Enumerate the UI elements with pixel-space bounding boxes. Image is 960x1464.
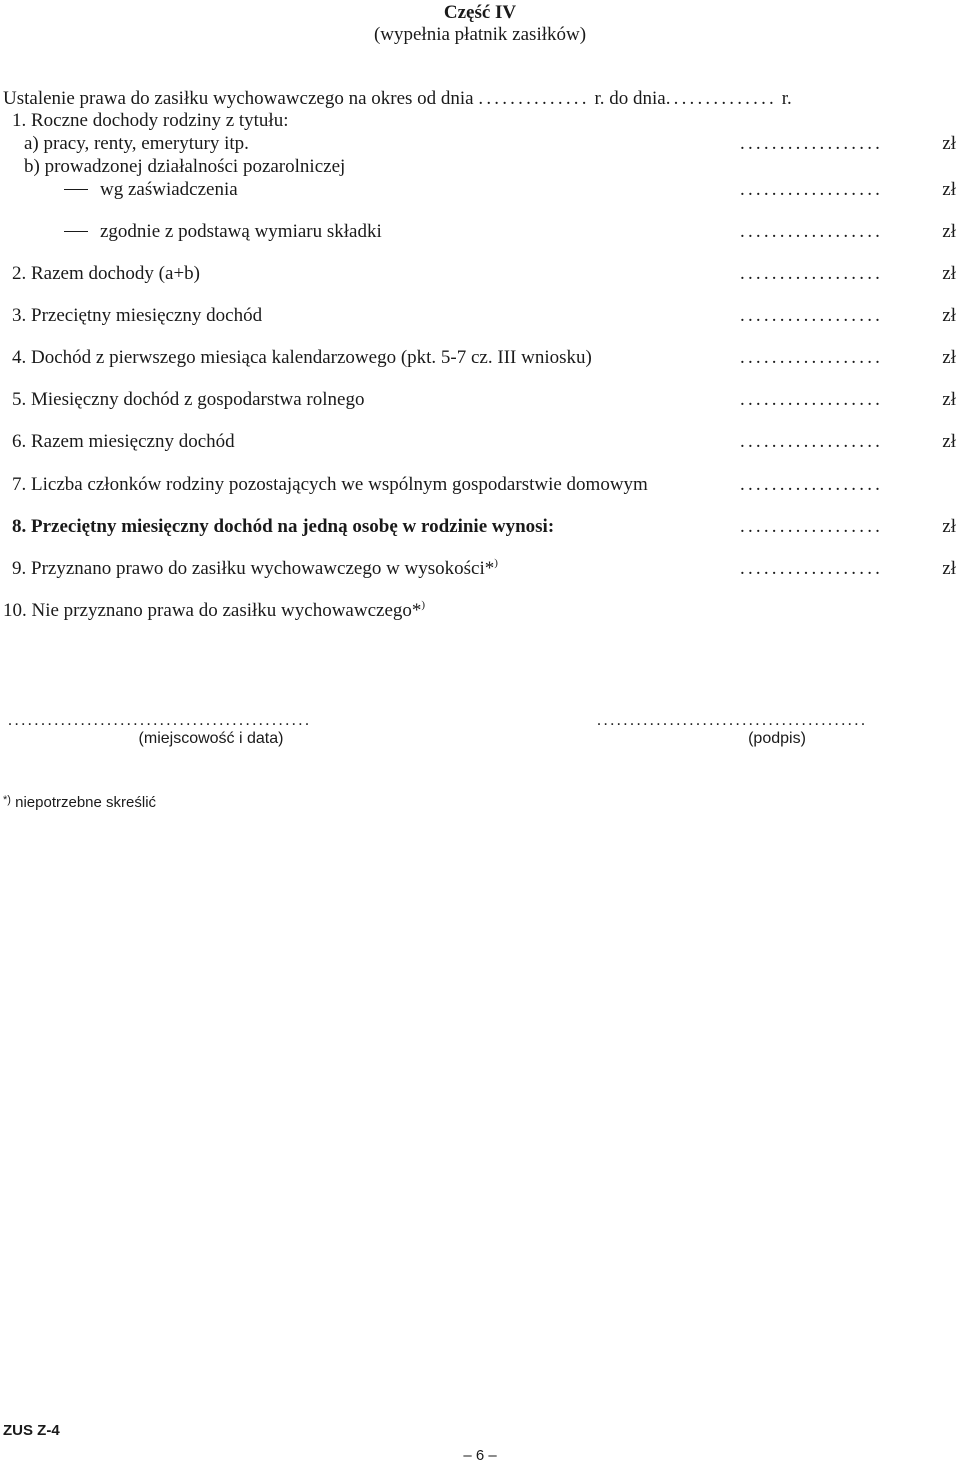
item-10-row[interactable] xyxy=(3,600,425,622)
item-1b1-row xyxy=(64,179,238,201)
item-10-label: 10. Nie przyznano prawa do zasiłku wychowawczego* xyxy=(3,600,422,621)
period-to-field[interactable]: .............. xyxy=(665,88,777,109)
item-9-amount[interactable] xyxy=(740,558,958,580)
amount-field[interactable]: .................. xyxy=(740,389,884,410)
item-4-amount[interactable] xyxy=(740,347,958,369)
amount-field[interactable]: .................. xyxy=(740,263,884,284)
footnote-mark: ) xyxy=(494,557,498,569)
item-5-amount[interactable] xyxy=(740,389,958,411)
item-6-amount[interactable] xyxy=(740,431,958,453)
item-7-label: 7. Liczba członków rodziny pozostających we wspólnym gospodarstwie domowym xyxy=(12,474,648,495)
section-title: Część IV xyxy=(443,2,517,23)
item-1b2-label: zgodnie z podstawą wymiaru składki xyxy=(100,221,382,242)
currency-label: zł xyxy=(942,347,956,368)
dash-bullet xyxy=(64,231,88,233)
footnote xyxy=(3,794,156,811)
amount-field[interactable]: .................. xyxy=(740,305,884,326)
item-2-amount[interactable] xyxy=(740,263,958,285)
place-date-field[interactable]: .............................................. xyxy=(8,712,312,729)
period-text: Ustalenie prawa do zasiłku wychowawczego na okres od dnia xyxy=(3,88,474,109)
amount-field[interactable]: .................. xyxy=(740,347,884,368)
item-3-amount[interactable] xyxy=(740,305,958,327)
place-date-caption: (miejscowość i data) xyxy=(138,730,284,747)
page-number: – 6 – xyxy=(463,1447,497,1464)
signature-caption: (podpis) xyxy=(748,730,806,747)
amount-field[interactable]: .................. xyxy=(740,516,884,537)
period-from-field[interactable]: .............. xyxy=(478,88,590,109)
amount-field[interactable]: .................. xyxy=(740,431,884,452)
item-9-label: 9. Przyznano prawo do zasiłku wychowawczego w wysokości* xyxy=(12,558,495,579)
item-1a-amount[interactable] xyxy=(740,133,958,155)
currency-label: zł xyxy=(942,263,956,284)
period-mid-text: r. do dnia xyxy=(594,88,666,109)
currency-label: zł xyxy=(942,305,956,326)
item-9-row[interactable] xyxy=(12,558,498,580)
item-1b2-row xyxy=(64,221,382,243)
currency-label: zł xyxy=(942,389,956,410)
footnote-mark: ) xyxy=(421,599,426,611)
item-1-label: 1. Roczne dochody rodziny z tytułu: xyxy=(12,110,289,131)
item-1b-label: b) prowadzonej działalności pozarolniczej xyxy=(24,156,346,177)
section-subtitle: (wypełnia płatnik zasiłków) xyxy=(373,24,587,45)
item-5-label: 5. Miesięczny dochód z gospodarstwa rolnego xyxy=(12,389,365,410)
footnote-text: niepotrzebne skreślić xyxy=(15,794,157,811)
item-3-label: 3. Przeciętny miesięczny dochód xyxy=(12,305,263,326)
currency-label: zł xyxy=(942,133,956,154)
item-1b1-label: wg zaświadczenia xyxy=(100,179,238,200)
form-code: ZUS Z-4 xyxy=(3,1422,60,1439)
currency-label: zł xyxy=(942,516,956,537)
item-8-label: 8. Przeciętny miesięczny dochód na jedną osobę w rodzinie wynosi: xyxy=(12,516,555,537)
item-1b2-amount[interactable] xyxy=(740,221,958,243)
item-7-amount[interactable] xyxy=(740,474,958,496)
amount-field[interactable]: .................. xyxy=(740,133,884,154)
signature-field[interactable]: ......................................... xyxy=(597,712,868,729)
period-end-text: r. xyxy=(781,88,792,109)
currency-label: zł xyxy=(942,221,956,242)
amount-field[interactable]: .................. xyxy=(740,221,884,242)
currency-label: zł xyxy=(942,179,956,200)
amount-field[interactable]: .................. xyxy=(740,558,884,579)
item-2-label: 2. Razem dochody (a+b) xyxy=(12,263,200,284)
item-1b1-amount[interactable] xyxy=(740,179,958,201)
item-1a-label: a) pracy, renty, emerytury itp. xyxy=(24,133,249,154)
amount-field[interactable]: .................. xyxy=(740,179,884,200)
currency-label: zł xyxy=(942,558,956,579)
item-6-label: 6. Razem miesięczny dochód xyxy=(12,431,235,452)
item-4-label: 4. Dochód z pierwszego miesiąca kalendarzowego (pkt. 5-7 cz. III wniosku) xyxy=(12,347,592,368)
count-field[interactable]: .................. xyxy=(740,474,884,495)
item-8-amount[interactable] xyxy=(740,516,958,538)
period-line xyxy=(3,88,792,110)
dash-bullet xyxy=(64,189,88,191)
currency-label: zł xyxy=(942,431,956,452)
footnote-symbol: *) xyxy=(3,794,11,806)
